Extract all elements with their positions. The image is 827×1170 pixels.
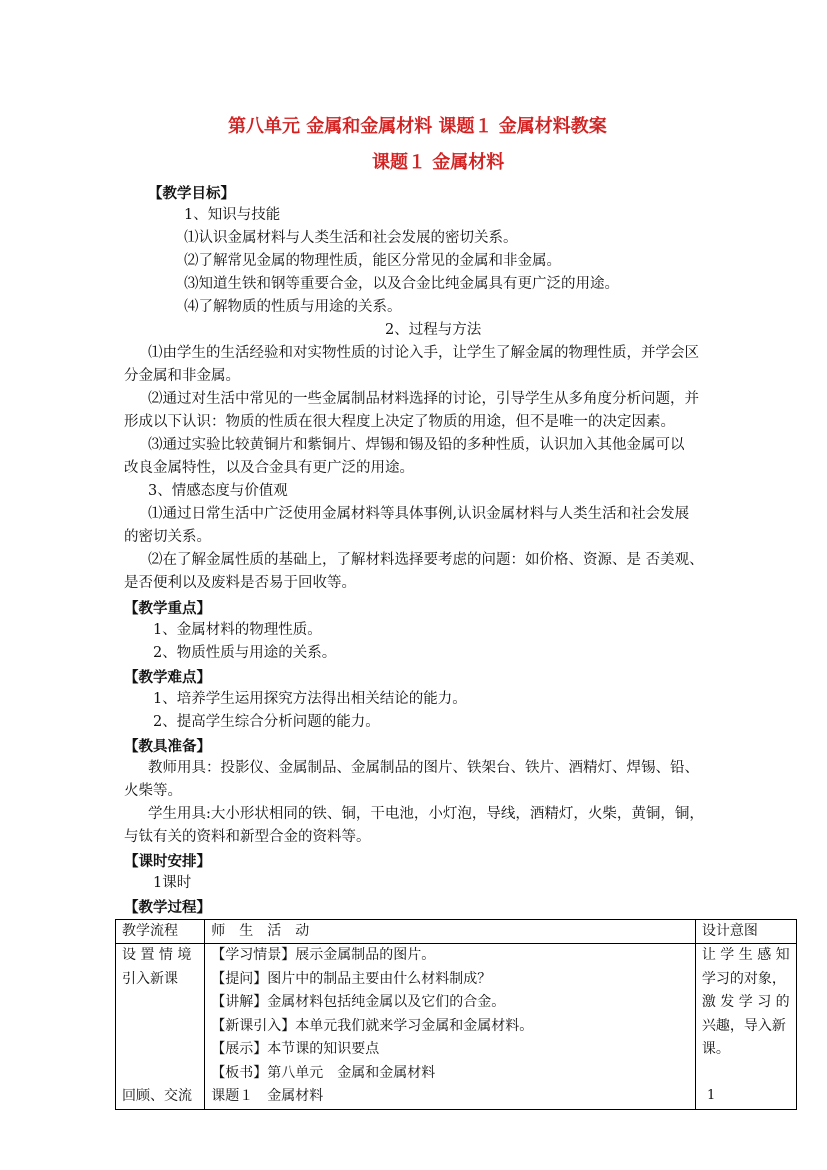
paragraph-line: 分金属和非金属。 [124, 368, 240, 384]
intent-line: 学习的对象， [701, 970, 786, 987]
activity-cell [205, 944, 696, 1110]
paragraph-line: 形成以下认识：物质的性质在很大程度上决定了物质的用途，但不是唯一的决定因素。 [124, 414, 675, 430]
class-time-heading: 【课时安排】 [124, 853, 211, 870]
paragraph-line: 火柴等。 [124, 783, 182, 799]
key-point-item: 1、金属材料的物理性质。 [153, 622, 322, 638]
table-row [116, 944, 797, 1110]
table-header-row [116, 920, 797, 944]
flow-line [122, 1062, 198, 1086]
difficulty-item: 1、培养学生运用探究方法得出相关结论的能力。 [153, 691, 467, 707]
activity-line: 【板书】第八单元 金属和金属材料 [211, 1064, 436, 1081]
paragraph-line: 的密切关系。 [124, 529, 211, 545]
paragraph-line: ⑵在了解金属性质的基础上，了解材料选择要考虑的问题：如价格、资源、是 否美观、 [148, 552, 704, 568]
flow-line: 设 置 情 境 [122, 947, 192, 963]
paragraph-line: ⑴由学生的生活经验和对实物性质的讨论入手，让学生了解金属的物理性质，并学会区 [148, 345, 699, 361]
teaching-process-table [115, 919, 797, 1110]
table-header-cell: 教学流程 [116, 920, 205, 944]
activity-line: 课题１ 金属材料 [211, 1088, 324, 1104]
paragraph-line: 改良金属特性，以及合金具有更广泛的用途。 [124, 460, 414, 476]
intent-line: 兴趣，导入新 [701, 1017, 786, 1034]
activity-line: 【提问】图片中的制品主要由什么材料制成？ [211, 970, 492, 987]
table-header-cell: 设计意图 [695, 920, 796, 944]
goal-item: ⑶知道生铁和钢等重要合金，以及合金比纯金属具有更广泛的用途。 [184, 276, 619, 292]
goal-item: ⑷了解物质的性质与用途的关系。 [184, 299, 402, 315]
key-point-item: 2、物质性质与用途的关系。 [153, 645, 337, 661]
flow-line [122, 991, 198, 1015]
page-number: 1 [707, 1088, 716, 1103]
flow-line: 引入新课 [122, 970, 178, 987]
intent-line: 激 发 学 习 的 [701, 994, 790, 1010]
intent-line: 让 学 生 感 知 [701, 947, 790, 963]
teaching-process-heading: 【教学过程】 [124, 899, 211, 916]
goal-item: ⑴认识金属材料与人类生活和社会发展的密切关系。 [184, 230, 518, 246]
difficulty-item: 2、提高学生综合分析问题的能力。 [153, 714, 380, 730]
paragraph-line: 学生用具:大小形状相同的铁、铜，干电池，小灯泡，导线，酒精灯，火柴，黄铜，铜， [148, 806, 704, 822]
document-title: 第八单元 金属和金属材料 课题１ 金属材料教案 [228, 116, 607, 137]
activity-line: 【学习情景】展示金属制品的图片。 [211, 947, 436, 963]
paragraph-line: ⑶通过实验比较黄铜片和紫铜片、焊锡和锡及铅的多种性质，认识加入其他金属可以 [148, 437, 685, 453]
flow-cell [116, 944, 205, 1110]
difficulties-heading: 【教学难点】 [124, 669, 211, 686]
activity-line: 【讲解】金属材料包括纯金属以及它们的合金。 [211, 994, 506, 1010]
key-points-heading: 【教学重点】 [124, 600, 211, 617]
teaching-aids-heading: 【教具准备】 [124, 738, 211, 755]
knowledge-skills-heading: 1、知识与技能 [184, 207, 281, 223]
activity-line: 【展示】本节课的知识要点 [211, 1041, 380, 1057]
paragraph-line: 教师用具：投影仪、金属制品、金属制品的图片、铁架台、铁片、酒精灯、焊锡、铅、 [148, 760, 699, 776]
flow-line [122, 1015, 198, 1039]
paragraph-line: ⑵通过对生活中常见的一些金属制品材料选择的讨论，引导学生从多角度分析问题，并 [148, 391, 699, 407]
intent-line: 课。 [701, 1041, 730, 1057]
flow-line [122, 1038, 198, 1062]
process-method-heading: 2、过程与方法 [385, 322, 482, 338]
attitude-heading: 3、情感态度与价值观 [148, 483, 288, 499]
class-time-value: 1课时 [153, 875, 192, 891]
intent-cell [695, 944, 796, 1110]
goals-heading: 【教学目标】 [148, 185, 235, 202]
goal-item: ⑵了解常见金属的物理性质，能区分常见的金属和非金属。 [184, 253, 561, 269]
activity-line: 【新课引入】本单元我们就来学习金属和金属材料。 [211, 1017, 534, 1034]
document-subtitle: 课题１ 金属材料 [372, 152, 505, 173]
flow-line: 回顾、交流 [122, 1088, 192, 1104]
paragraph-line: 与钛有关的资料和新型合金的资料等。 [124, 829, 371, 845]
paragraph-line: ⑴通过日常生活中广泛使用金属材料等具体事例,认识金属材料与人类生活和社会发展 [148, 506, 690, 522]
table-header-cell: 师 生 活 动 [205, 920, 696, 944]
paragraph-line: 是否便利以及废料是否易于回收等。 [124, 575, 356, 591]
